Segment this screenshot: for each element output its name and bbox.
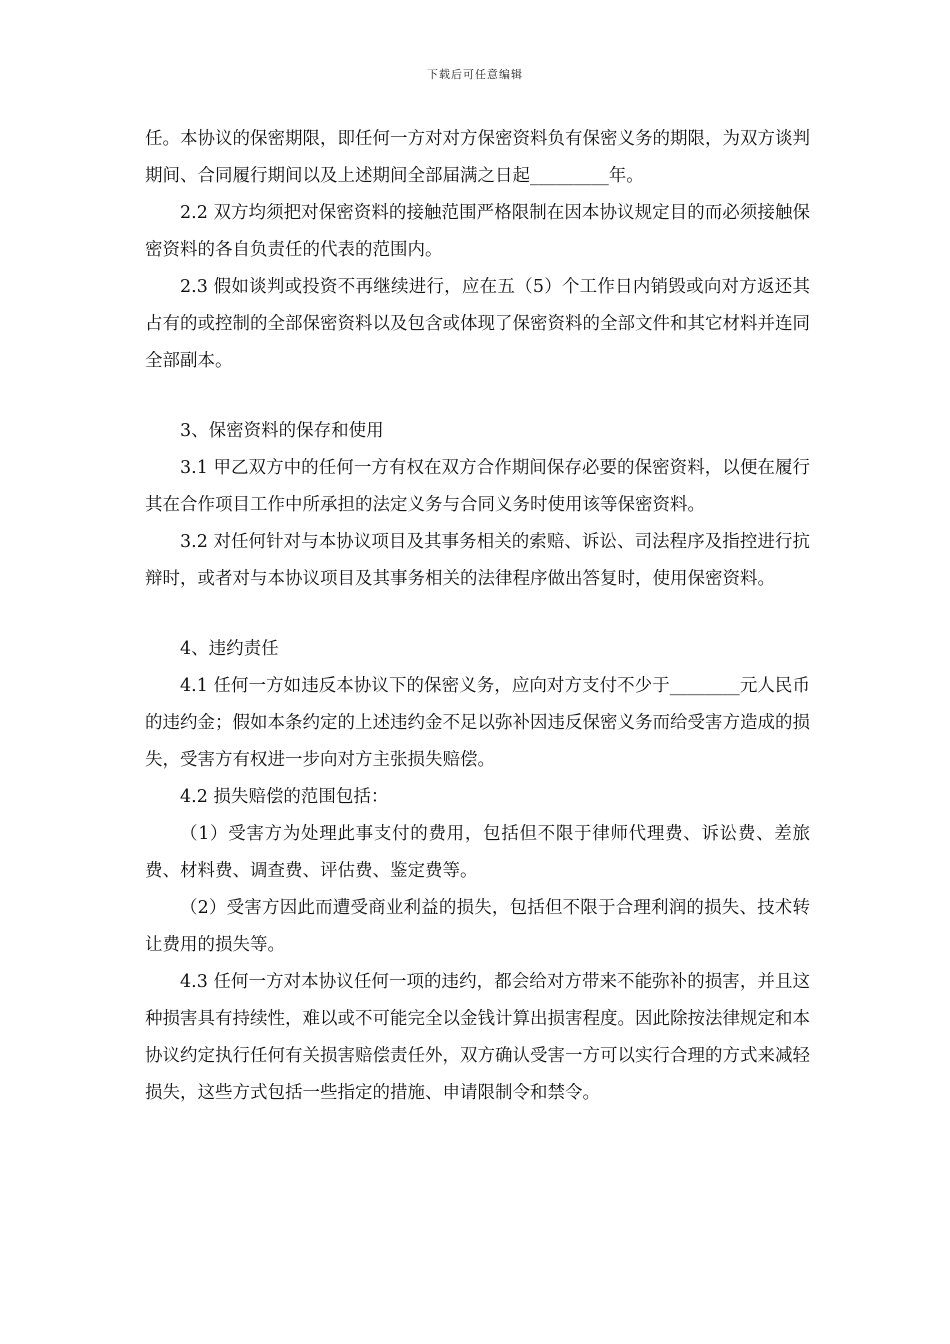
paragraph-4-1: 4.1 任何一方如违反本协议下的保密义务，应向对方支付不少于________元人民币的违约金；假如本条约定的上述违约金不足以弥补因违反保密义务而给受害方造成的损失，受害方有权进一步向对方主张损失赔偿。	[145, 676, 810, 770]
paragraph-2-2: 2.2 双方均须把对保密资料的接触范围严格限制在因本协议规定目的而必须接触保密资料的各自负责任的代表的范围内。	[145, 203, 810, 260]
paragraph-3-1: 3.1 甲乙双方中的任何一方有权在双方合作期间保存必要的保密资料，以便在履行其在合作项目工作中所承担的法定义务与合同义务时使用该等保密资料。	[145, 458, 810, 515]
paragraph-4-2-item-2: （2）受害方因此而遭受商业利益的损失，包括但不限于合理利润的损失、技术转让费用的损失等。	[145, 898, 810, 955]
section-heading-4: 4、违约责任	[180, 639, 279, 659]
paragraph-3-2: 3.2 对任何针对与本协议项目及其事务相关的索赔、诉讼、司法程序及指控进行抗辩时，或者对与本协议项目及其事务相关的法律程序做出答复时，使用保密资料。	[145, 532, 810, 589]
paragraph-4-2: 4.2 损失赔偿的范围包括：	[180, 787, 389, 807]
paragraph-2-3: 2.3 假如谈判或投资不再继续进行，应在五（5）个工作日内销毁或向对方返还其占有的或控制的全部保密资料以及包含或体现了保密资料的全部文件和其它材料并连同全部副本。	[145, 277, 810, 371]
paragraph-confidentiality-term: 任。本协议的保密期限，即任何一方对对方保密资料负有保密义务的期限，为双方谈判期间、合同履行期间以及上述期间全部届满之日起_________年。	[145, 129, 810, 186]
page-header: 下载后可任意编辑	[427, 68, 523, 81]
paragraph-4-2-item-1: （1）受害方为处理此事支付的费用，包括但不限于律师代理费、诉讼费、差旅费、材料费、调查费、评估费、鉴定费等。	[145, 824, 810, 881]
spacer	[145, 598, 810, 631]
paragraph-4-3: 4.3 任何一方对本协议任何一项的违约，都会给对方带来不能弥补的损害，并且这种损害具有持续性，难以或不可能完全以金钱计算出损害程度。因此除按法律规定和本协议约定执行任何有关损害赔偿责任外，双方确认受害一方可以实行合理的方式来减轻损失，这些方式包括一些指定的措施、申请限制令和禁令。	[145, 972, 810, 1103]
section-heading-3: 3、保密资料的保存和使用	[180, 421, 384, 441]
document-body	[145, 121, 810, 1112]
spacer	[145, 380, 810, 413]
